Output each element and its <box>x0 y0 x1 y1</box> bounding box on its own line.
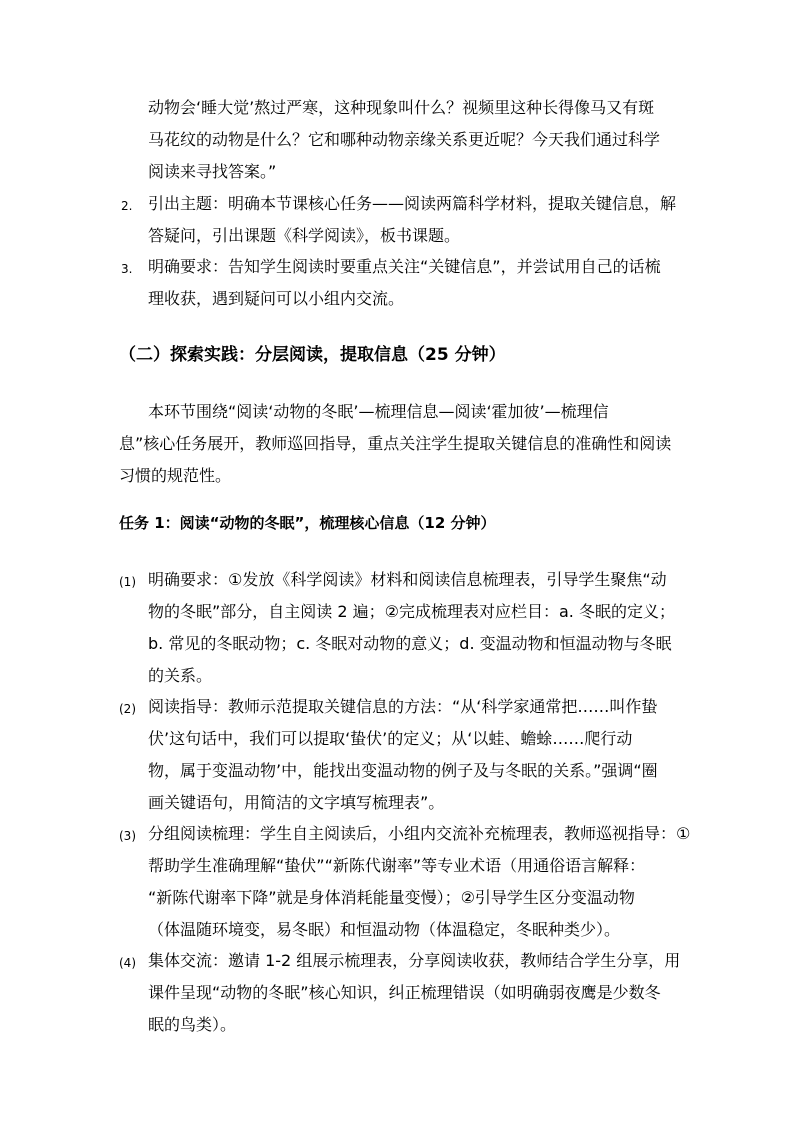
task-item-3-line-3: “新陈代谢率下降”就是身体消耗能量变慢）；②引导学生区分变温动物 <box>148 888 635 907</box>
task-item-2-line-4: 画关键语句，用简洁的文字填写梳理表”。 <box>148 793 445 812</box>
section-intro-line-3: 习惯的规范性。 <box>119 466 232 485</box>
task-item-4-line-3: 眠的鸟类）。 <box>148 1015 237 1034</box>
task-item-3-line-1: 分组阅读梳理：学生自主阅读后，小组内交流补充梳理表，教师巡视指导：① <box>148 824 691 843</box>
step-3-line-2: 理收获，遇到疑问可以小组内交流。 <box>148 289 405 308</box>
step-2-line-2: 答疑问，引出课题《科学阅读》，板书课题。 <box>148 226 461 245</box>
intro-line-3: 阅读来寻找答案。” <box>148 162 277 181</box>
task-item-3-line-4: （体温随环境变，易冬眠）和恒温动物（体温稳定，冬眠种类少）。 <box>148 920 621 939</box>
task-item-1-line-2: 物的冬眠”部分，自主阅读 2 遍；②完成梳理表对应栏目：a. 冬眠的定义； <box>148 602 675 621</box>
task-item-2-line-3: 物，属于变温动物’中，能找出变温动物的例子及与冬眠的关系。”强调“圈 <box>148 761 658 780</box>
intro-line-1: 动物会‘睡大觉’熬过严寒，这种现象叫什么？视频里这种长得像马又有斑 <box>148 98 655 117</box>
section-heading: （二）探索实践：分层阅读，提取信息（25 分钟） <box>119 345 506 365</box>
step-2-number: 2. <box>121 199 133 213</box>
task-item-3-number: (3) <box>119 829 136 843</box>
task-item-1-number: (1) <box>119 575 136 589</box>
task-item-4-number: (4) <box>119 956 136 970</box>
task-heading: 任务 1：阅读“动物的冬眠”，梳理核心信息（12 分钟） <box>119 514 496 532</box>
step-2-line-1: 引出主题：明确本节课核心任务——阅读两篇科学材料，提取关键信息，解 <box>148 194 677 213</box>
task-item-1-line-4: 的关系。 <box>148 666 213 685</box>
section-intro-line-2: 息”核心任务展开，教师巡回指导，重点关注学生提取关键信息的准确性和阅读 <box>119 434 672 453</box>
step-3-number: 3. <box>121 262 133 276</box>
step-3-line-1: 明确要求：告知学生阅读时要重点关注“关键信息”，并尝试用自己的话梳 <box>148 257 661 276</box>
task-item-3-line-2: 帮助学生准确理解“蛰伏”“新陈代谢率”等专业术语（用通俗语言解释： <box>148 856 646 875</box>
task-item-1-line-1: 明确要求：①发放《科学阅读》材料和阅读信息梳理表，引导学生聚焦“动 <box>148 570 667 589</box>
intro-line-2: 马花纹的动物是什么？它和哪种动物亲缘关系更近呢？今天我们通过科学 <box>148 130 661 149</box>
task-item-2-line-2: 伏’这句话中，我们可以提取‘蛰伏’的定义；从‘以蛙、蟾蜍……爬行动 <box>148 729 633 748</box>
task-item-2-line-1: 阅读指导：教师示范提取关键信息的方法：“从‘科学家通常把……叫作蛰 <box>148 697 658 716</box>
task-item-4-line-2: 课件呈现“动物的冬眠”核心知识，纠正梳理错误（如明确弱夜鹰是少数冬 <box>148 983 661 1002</box>
task-item-4-line-1: 集体交流：邀请 1-2 组展示梳理表，分享阅读收获，教师结合学生分享，用 <box>148 951 681 970</box>
task-item-2-number: (2) <box>119 702 136 716</box>
task-item-1-line-3: b. 常见的冬眠动物；c. 冬眠对动物的意义；d. 变温动物和恒温动物与冬眠 <box>148 634 672 653</box>
section-intro-line-1: 本环节围绕“阅读‘动物的冬眠’—梳理信息—阅读‘霍加彼’—梳理信 <box>148 402 609 421</box>
